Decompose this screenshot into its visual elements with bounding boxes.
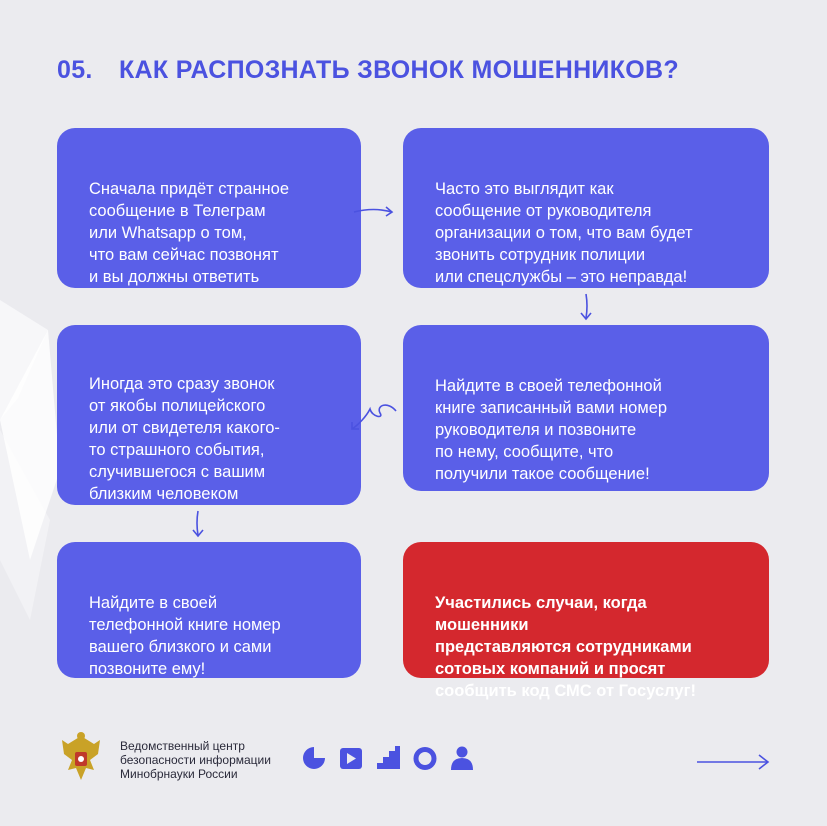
card-text: Участились случаи, когда мошенники представляются сотрудниками сотовых компаний и просят сообщить код СМС от Госуслуг!	[435, 594, 696, 700]
coat-of-arms-icon	[58, 730, 104, 786]
card-warning-sms-code	[403, 542, 769, 700]
curly-arrow-left-icon	[348, 395, 398, 435]
pie-icon	[303, 747, 325, 769]
arrow-down-icon	[578, 292, 594, 322]
card-text: Сначала придёт странное сообщение в Телеграм или Whatsapp о том, что вам сейчас позвонят и вы должны ответить	[89, 180, 290, 286]
card-text: Иногда это сразу звонок от якобы полицейского или от свидетеля какого- то страшного события, случившегося с вашим близким человеком	[89, 375, 280, 503]
card-call-relative	[57, 542, 361, 678]
card-direct-call	[57, 325, 361, 505]
organization-name: Ведомственный центр безопасности информации Минобрнауки России	[120, 739, 271, 781]
arrow-right-icon	[352, 203, 396, 219]
person-icon	[451, 747, 473, 771]
stairs-icon	[377, 746, 400, 769]
arrow-right-icon[interactable]	[697, 753, 771, 771]
page-title	[57, 56, 679, 85]
arrow-down-icon	[190, 509, 206, 539]
title-number: 05.	[57, 56, 93, 84]
card-text: Часто это выглядит как сообщение от руководителя организации о том, что вам будет звонить сотрудник полиции или спецслужбы – это неправда!	[435, 180, 693, 286]
brand-icons	[302, 745, 474, 773]
card-text: Найдите в своей телефонной книге записанный вами номер руководителя и позвоните по нему, сообщите, что получили такое сообщение!	[435, 377, 668, 483]
circle-icon	[416, 750, 434, 768]
play-icon	[340, 748, 362, 769]
title-text: КАК РАСПОЗНАТЬ ЗВОНОК МОШЕННИКОВ?	[119, 56, 679, 84]
card-looks-like-manager	[403, 128, 769, 288]
card-strange-message	[57, 128, 361, 288]
card-call-manager	[403, 325, 769, 491]
card-text: Найдите в своей телефонной книге номер вашего близкого и сами позвоните ему!	[89, 594, 281, 678]
